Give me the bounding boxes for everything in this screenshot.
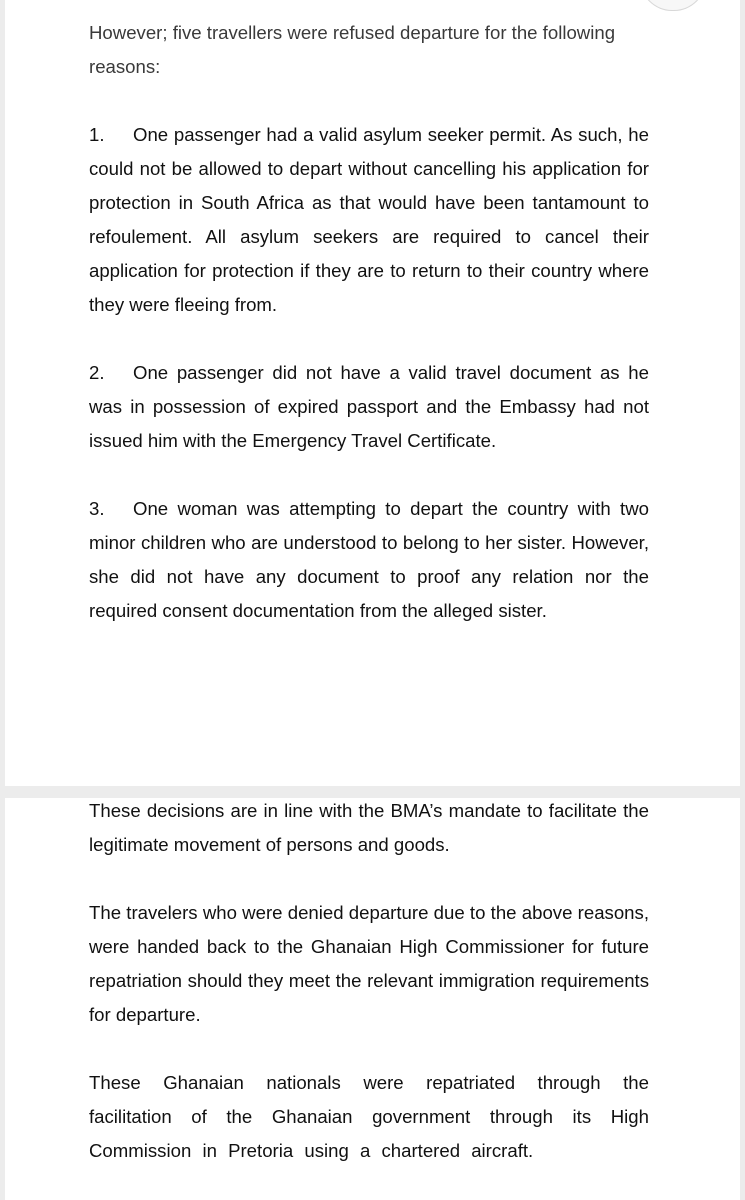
intro-line-2: reasons: (89, 56, 161, 77)
overlay-button[interactable] (640, 0, 706, 11)
list-item-2 (89, 356, 649, 458)
list-item-number: 3. (89, 498, 105, 519)
intro-paragraph (89, 16, 649, 84)
list-item-1 (89, 118, 649, 322)
intro-line-1: However; five travellers were refused departure for the following (89, 22, 616, 43)
repatriation-paragraph: These Ghanaian nationals were repatriated through the facilitation of the Ghanaian government through its High Commission in Pretoria using a chartered aircraft. (89, 1072, 649, 1161)
list-item-number: 2. (89, 362, 105, 383)
list-item-text: One passenger did not have a valid travel document as he was in possession of expired passport and the Embassy had not issued him with the Emergency Travel Certificate. (89, 362, 649, 451)
list-item-number: 1. (89, 124, 105, 145)
list-item-text: One woman was attempting to depart the country with two minor children who are understood to belong to her sister. However, she did not have any document to proof any relation nor the required consent documentation from the alleged sister. (89, 498, 649, 621)
bma-mandate-paragraph: These decisions are in line with the BMA’s mandate to facilitate the legitimate movement of persons and goods. (89, 800, 649, 855)
list-item-text: One passenger had a valid asylum seeker permit. As such, he could not be allowed to depart without cancelling his application for protection in South Africa as that would have been tantamount to refoulement. All asylum seekers are required to cancel their application for protection if they are to return to their country where they were fleeing from. (89, 124, 649, 315)
list-item-3 (89, 492, 649, 628)
handed-back-paragraph: The travelers who were denied departure due to the above reasons, were handed back to the Ghanaian High Commissioner for future repatriation should they meet the relevant immigration requirements for departure. (89, 902, 649, 1025)
